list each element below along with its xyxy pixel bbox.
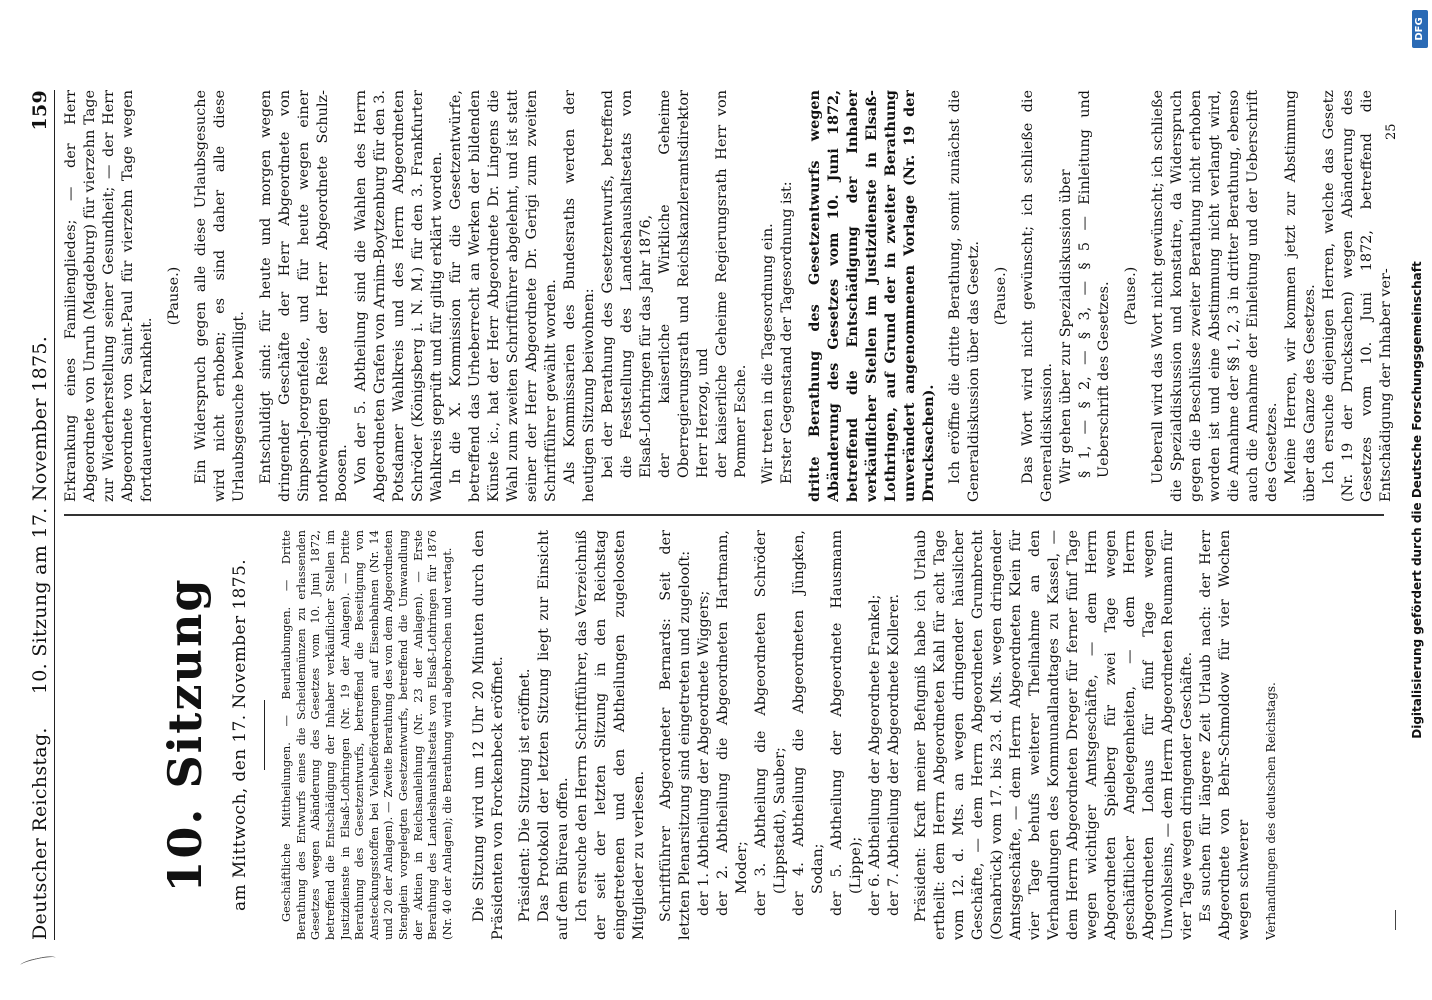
session-title: 10. Sitzung — [158, 577, 212, 893]
opening-paragraph: Die Sitzung wird um 12 Uhr 20 Minuten durch den Präsidenten von Forckenbeck eröffnet. — [471, 530, 507, 940]
final-paragraph: Ueberall wird das Wort nicht gewünscht; ich schließe die Spezialdiskussion und konstatire, da Widerspruch gegen die Beschlüsse zweiter Berathung nicht erhoben worden ist und eine Abstimmung nicht verlangt wird, die Annahme der §§ 1, 2, 3 in dritter Berathung, ebenso auch die Annahme der Einleitung und der Ueberschrift des Gesetzes. — [1150, 90, 1280, 502]
dfg-logo: DFG — [1412, 10, 1428, 48]
agenda-item: Erster Gegenstand der Tagesordnung ist: — [779, 181, 795, 484]
commission-paragraph: In die X. Kommission für die Gesetzentwürfe, betreffend das Urheberrecht an Werken der bildenden Künste ic., hat der Herr Abgeordnete Dr. Lingens die Wahl zum zweiten Schriftführer abgelehnt, und ist statt seiner der Herr Abgeordnete Dr. Gerigi zum zweiten Schriftführer gewählt worden. — [448, 90, 559, 502]
secretary-paragraph: Schriftführer Abgeordneter Bernards: Seit der letzten Plenarsitzung sind eingetreten und zugelooſt: — [658, 530, 694, 940]
header-session: 10. Sitzung am 17. November 1875. — [29, 335, 51, 695]
longer-leave-paragraph: Es suchen für längere Zeit Urlaub nach: der Herr Abgeordnete von Behr-Schmoldow für vier Wochen wegen schwerer — [1198, 530, 1253, 940]
paragraph-list: § 1, — § 2, — § 3, — § 5 — Einleitung und Ueberschrift des Gesetzes. — [1077, 90, 1112, 478]
elections-paragraph: Von der 5. Abtheilung sind die Wahlen des Herrn Abgeordneten Grafen von Arnim-Boytzenburg für den 3. Potsdamer Wahlkreis und des Herrn Abgeordneten Schröder (Königsberg i. N. M.) für den 3. Frankfurter Wahlkreis geprüft und für giltig erklärt worden. — [353, 90, 445, 502]
member-entry: der 2. Abtheilung die Abgeordneten Hartmann, Moder; — [715, 530, 751, 916]
pause-note: (Pause.) — [993, 266, 1009, 326]
commissioners-paragraph: Als Kommissarien des Bundesraths werden der heutigen Sitzung beiwohnen: — [562, 90, 597, 502]
continued-paragraph: Erkrankung eines Familiengliedes; — der Herr Abgeordnete von Unruh (Magdeburg) für vierzehn Tage zur Wiederherstellung seiner Gesundheit; — der Herr Abgeordnete von Saint-Paul für vierzehn Tage wegen fortdauernder Krankheit. — [63, 90, 155, 502]
objection-paragraph: Ein Widerspruch gegen alle diese Urlaubsgesuche wird nicht erhoben; es sind daher alle diese Urlaubsgesuche bewilligt. — [193, 90, 247, 502]
rise-paragraph: Ich ersuche diejenigen Herren, welche das Gesetz (Nr. 19 der Drucksachen) wegen Abänderung des Gesetzes vom 10. Juni 1872, betreffend die Entschädigung der Inhaber ver- — [1321, 90, 1394, 502]
left-column — [62, 530, 1402, 940]
member-entry: der 7. Abtheilung der Abgeordnete Kollerer. — [886, 593, 903, 916]
special-discussion-paragraph: Wir gehen über zur Spezialdiskussion über — [1058, 169, 1074, 484]
commissioner-entry: bei der Berathung des Gesetzentwurfs, betreffend die Feststellung des Landeshaushaltsetats von Elsaß-Lothringen für das Jahr 1876, — [600, 90, 654, 478]
running-header — [28, 90, 55, 940]
member-entry: der 1. Abtheilung der Abgeordnete Wiggers; — [696, 590, 713, 916]
leave-paragraph: Präsident: Kraft meiner Befugniß habe ich Urlaub ertheilt: dem Herrn Abgeordneten Kahl für acht Tage vom 12. d. Mts. an wegen dringender häuslicher Geschäfte, — dem Herrn Abgeordneten Grumbrecht (Osnabrück) vom 17. bis 23. d. Mts. wegen dringender Amtsgeschäfte, — dem Herrn Abgeordneten Klein für vier Tage behufs weiterer Theilnahme an den Verhandlungen des Kommunallandtages zu Kassel, — dem Herrn Abgeordneten Dreger für ferner fünf Tage wegen wichtiger Amtsgeschäfte, — dem Herrn Abgeordneten Spielberg für zwei Tage wegen geschäftlicher Angelegenheiten, — dem Herrn Abgeordneten Lohaus für fünf Tage wegen Unwohlseins, — dem Herrn Abgeordneten Reumann für vier Tage wegen dringender Geschäfte. — [913, 530, 1196, 940]
member-entry: der 6. Abtheilung der Abgeordnete Frankel; — [867, 594, 884, 916]
member-entry: der 3. Abtheilung die Abgeordneten Schröder (Lippstadt), Sauber; — [753, 530, 789, 916]
digitization-note — [1405, 20, 1429, 980]
digitization-note-text: Digitalisierung gefördert durch die Deutsche Forschungsgemeinschaft — [1410, 261, 1424, 739]
agenda-entry: Wir treten in die Tagesordnung ein. — [760, 223, 776, 484]
header-publication: Deutscher Reichstag. — [29, 727, 51, 940]
member-entry: der 4. Abtheilung die Abgeordneten Jüngken, Sodan; — [791, 530, 827, 916]
signature-mark: 25 — [1384, 123, 1399, 140]
third-reading-paragraph: dritte Berathung des Gesetzentwurfs wegen Abänderung des Gesetzes vom 10. Juni 1872, betreffend die Entschädigung der Inhaber verkäuflicher Stellen im Justizdienste in Elsaß-Lothringen, auf Grund der in zweiter Berathung unverändert angenommenen Vorlage (Nr. 19 der Drucksachen). — [806, 90, 937, 502]
excused-paragraph: Entschuldigt sind: für heute und morgen wegen dringender Geschäfte der Herr Abgeordnete von Simpson-Jeorgenfelde, und für heute wegen einer nothwendigen Reise der Herr Abgeordnete Schulz-Boosen. — [258, 90, 350, 502]
session-date: am Mittwoch, den 17. November 1875. — [230, 559, 250, 911]
column-divider — [64, 515, 1384, 517]
footer-publication: Verhandlungen des deutschen Reichstags. — [1264, 682, 1279, 940]
title-rule — [264, 700, 265, 770]
vote-paragraph: Meine Herren, wir kommen jetzt zur Abstimmung über das Ganze des Gesetzes. — [1283, 90, 1318, 502]
commissioner-entry: der kaiserliche Geheime Regierungsrath Herr von Pommer Esche. — [714, 90, 749, 478]
pause-note: (Pause.) — [166, 266, 182, 326]
protocol-paragraph: Das Protokoll der letzten Sitzung liegt zur Einsicht auf dem Büreau offen. — [536, 530, 572, 940]
member-entry: der 5. Abtheilung der Abgeordnete Hausmann (Lippe); — [829, 530, 865, 916]
commissioner-entry: der kaiserliche Wirkliche Geheime Oberregierungsrath und Reichskanzleramtsdirektor Herr Herzog, und — [657, 90, 711, 478]
margin-mark — [1395, 910, 1396, 930]
request-paragraph: Ich ersuche den Herrn Schriftführer, das Verzeichniß der seit der letzten Sitzung in den Reichstag eingetretenen und den Abtheilungen zugeloosten Mitglieder zu verlesen. — [574, 530, 648, 940]
general-discussion-paragraph: Ich eröffne die dritte Berathung, somit zunächst die Generaldiskussion über das Gesetz. — [947, 90, 982, 502]
session-summary: Geschäftliche Mittheilungen. — Beurlaubungen. — Dritte Berathung des Entwurfs eines die Scheidemünzen zu erlassenden Gesetzes wegen Abänderung des Gesetzes vom 10. Juni 1872, betreffend die Entschädigung der Inhaber verkäuflicher Stellen im Justizdienste in Elsaß-Lothringen (Nr. 19 der Anlagen). — Dritte Berathung des Gesetzentwurfs, betreffend die Beseitigung von Ansteckungsstoffen bei Viehbeförderungen auf Eisenbahnen (Nr. 14 und 20 der Anlagen). — Zweite Berathung des von dem Abgeordneten Stenglein vorgelegten Gesetzentwurfs, betreffend die Umwandlung der Aktien in Reichsanleihung (Nr. 23 der Anlagen). — Erste Berathung des Landeshaushaltsetats von Elsaß-Lothringen für 1876 (Nr. 40 der Anlagen); die Berathung wird abgebrochen und vertagt. — [279, 530, 454, 940]
no-speaker-paragraph: Das Wort wird nicht gewünscht; ich schließe die Generaldiskussion. — [1020, 90, 1055, 502]
page-number: 159 — [29, 90, 51, 131]
right-column — [62, 90, 1402, 502]
president-opening: Präsident: Die Sitzung ist eröffnet. — [517, 668, 534, 922]
pause-note: (Pause.) — [1123, 266, 1139, 326]
